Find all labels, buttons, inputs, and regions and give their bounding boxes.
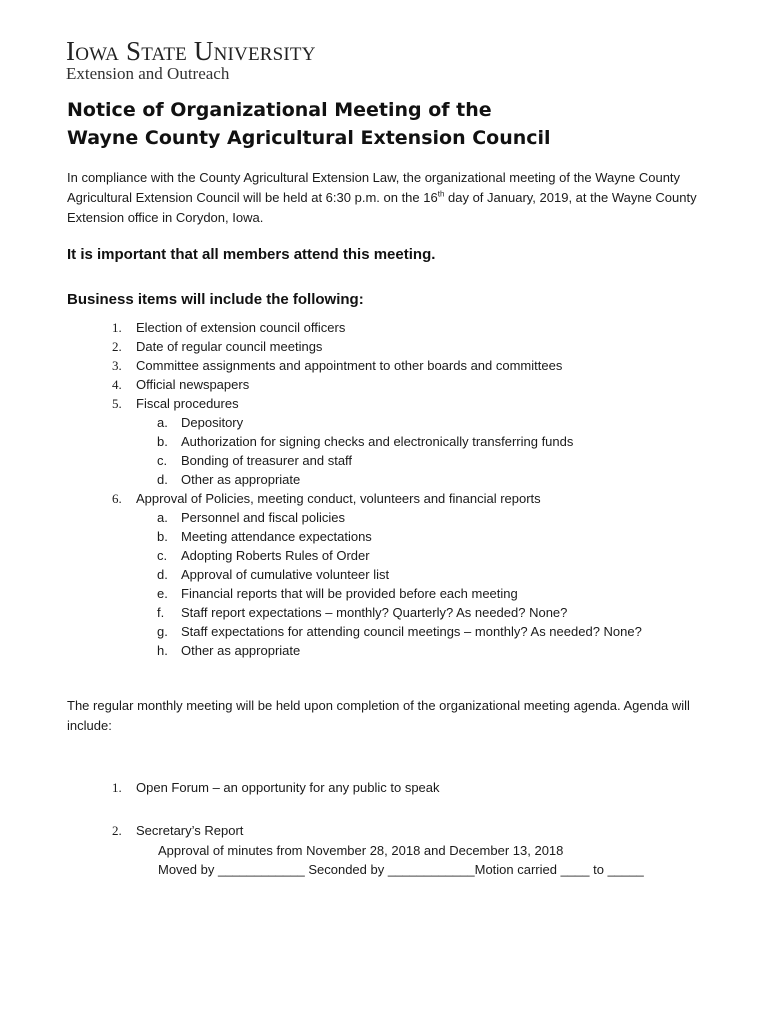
list-item: 4. Official newspapers	[112, 377, 250, 392]
sub-list-item: c. Adopting Roberts Rules of Order	[157, 548, 370, 563]
sub-list-item: b. Meeting attendance expectations	[157, 529, 372, 544]
sub-list-item: a. Depository	[157, 415, 244, 430]
list-item: 5. Fiscal procedures	[112, 396, 239, 411]
list-item: 1. Election of extension council officers	[112, 320, 346, 335]
attendance-notice: It is important that all members attend this meeting.	[67, 246, 436, 263]
minutes-approval-line: Approval of minutes from November 28, 2018 and December 13, 2018	[158, 843, 564, 858]
sub-list-item: g. Staff expectations for attending council meetings – monthly? As needed? None?	[157, 624, 642, 639]
sub-list-item: a. Personnel and fiscal policies	[157, 510, 346, 525]
logo-extension-outreach: Extension and Outreach	[66, 64, 230, 83]
isu-logo	[66, 36, 316, 83]
sub-list-item: h. Other as appropriate	[157, 643, 301, 658]
business-items-heading: Business items will include the following:	[67, 291, 364, 308]
list-item: 3. Committee assignments and appointment to other boards and committees	[112, 358, 563, 373]
logo-university-name: Iowa State University	[66, 36, 316, 66]
intro-paragraph	[67, 168, 707, 228]
sub-list-item: d. Other as appropriate	[157, 472, 301, 487]
agenda-item-secretary-report: 2. Secretary’s Report	[112, 823, 244, 838]
agenda-item-open-forum: 1. Open Forum – an opportunity for any public to speak	[112, 780, 440, 795]
notice-title	[67, 96, 551, 152]
title-line-2: Wayne County Agricultural Extension Council	[67, 127, 551, 149]
business-items-list	[0, 318, 770, 660]
sub-list-item: b. Authorization for signing checks and electronically transferring funds	[157, 434, 574, 449]
intro-ordinal: th	[437, 189, 445, 199]
intro-text-a: In compliance with the County Agricultural Extension Law, the organizational meeting of the Wayne County Agricultural Extension Council will be held at 6:30 p.m. on the 16	[67, 170, 681, 205]
sub-list-item: c. Bonding of treasurer and staff	[157, 453, 353, 468]
sub-list-item: d. Approval of cumulative volunteer list	[157, 567, 390, 582]
regular-meeting-paragraph: The regular monthly meeting will be held upon completion of the organizational meeting agenda. Agenda will include:	[67, 698, 690, 733]
sub-list-item: e. Financial reports that will be provided before each meeting	[157, 586, 518, 601]
sub-list-item: f. Staff report expectations – monthly? Quarterly? As needed? None?	[157, 605, 568, 620]
intro-text-b: day of January, 2019, at the Wayne County Extension office in Corydon, Iowa.	[67, 190, 697, 225]
list-item: 6. Approval of Policies, meeting conduct, volunteers and financial reports	[112, 491, 541, 506]
list-item: 2. Date of regular council meetings	[112, 339, 323, 354]
title-line-1: Notice of Organizational Meeting of the	[67, 99, 492, 121]
motion-blanks-line: Moved by ____________ Seconded by ____________Motion carried ____ to _____	[158, 862, 644, 877]
